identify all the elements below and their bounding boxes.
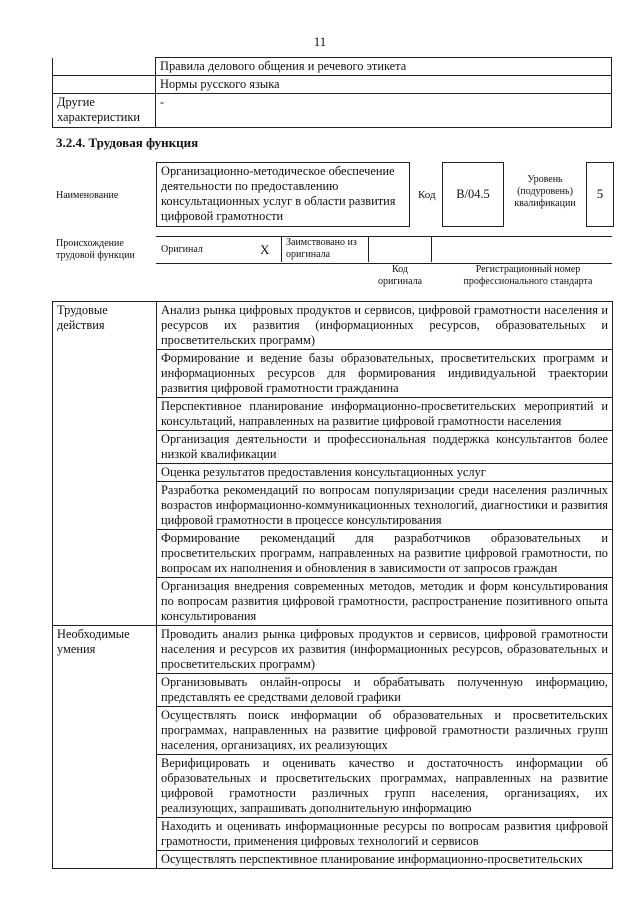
labor-action-item: Перспективное планирование информационно-просветительских мероприятий и консультаций, направленных на развитие цифровой грамотности населения — [157, 398, 613, 431]
labor-action-item: Организация деятельности и профессиональная поддержка консультантов более низкой квалификации — [157, 431, 613, 464]
row-label: Другие характеристики — [53, 94, 156, 128]
function-name-box — [156, 162, 410, 227]
original-mark: X — [260, 242, 270, 257]
labor-actions-label: Трудовые действия — [53, 302, 157, 626]
code-original-label: Код оригинала — [377, 264, 423, 287]
row-value: Нормы русского языка — [156, 76, 612, 94]
origin-divider — [431, 236, 432, 262]
code-box — [442, 162, 504, 227]
table-row — [53, 58, 612, 76]
name-label: Наименование — [56, 190, 119, 201]
skills-label: Необходимые умения — [53, 626, 157, 869]
skill-item: Находить и оценивать информационные ресурсы по вопросам развития цифровой грамотности, применения цифровых технологий и сервисов — [157, 818, 613, 851]
table-row — [53, 94, 612, 128]
labor-action-item: Формирование и ведение базы образовательных, просветительских программ и информационных ресурсов для формирования индивидуальной траектории развития цифровой грамотности гражданина — [157, 350, 613, 398]
labor-action-item: Оценка результатов предоставления консультационных услуг — [157, 464, 613, 482]
original-label: Оригинал — [161, 244, 203, 255]
row-label — [53, 58, 156, 76]
level-label: Уровень (подуровень) квалификации — [514, 174, 576, 209]
top-characteristics-table — [52, 57, 612, 128]
labor-action-item: Разработка рекомендаций по вопросам популяризации среди населения различных возрастов информационно-коммуникационных технологий, диагностики и развития цифровой грамотности в процессе консультирования — [157, 482, 613, 530]
origin-divider — [281, 236, 282, 262]
reg-number-label: Регистрационный номер профессионального стандарта — [463, 264, 593, 287]
labor-action-item: Организация внедрения современных методов, методик и форм консультирования по вопросам развития цифровой грамотности, распространение позитивного опыта консультирования — [157, 578, 613, 626]
code-label: Код — [418, 189, 436, 201]
skill-item: Осуществлять перспективное планирование информационно-просветительских — [157, 851, 613, 869]
table-row — [53, 626, 613, 674]
skill-item: Организовывать онлайн-опросы и обрабатывать полученную информацию, представлять ее средствами деловой графики — [157, 674, 613, 707]
labor-action-item: Формирование рекомендаций для разработчиков образовательных и просветительских программ, направленных на развитие цифровой грамотности, по вопросам их наполнения и обновления в зависимости от запросов граждан — [157, 530, 613, 578]
borrowed-label: Заимствовано из оригинала — [286, 237, 357, 260]
skill-item: Осуществлять поиск информации об образовательных и просветительских программах, направленных на развитие цифровой грамотности различных групп населения, организациях, их реализующих — [157, 707, 613, 755]
function-name-value: Организационно-методическое обеспечение деятельности по предоставлению консультационных услуг в области развития цифровой грамотности — [161, 164, 396, 223]
origin-row — [156, 236, 612, 264]
labor-action-item: Анализ рынка цифровых продуктов и сервисов, цифровой грамотности населения и ресурсов их развития (информационных ресурсов, образовательных и просветительских программ) — [157, 302, 613, 350]
row-value: - — [156, 94, 612, 128]
level-value: 5 — [596, 186, 604, 201]
table-row — [53, 76, 612, 94]
skill-item: Верифицировать и оценивать качество и достаточность информации об образовательных и просветительских программах, направленных на развитие цифровой грамотности различных групп населения, организациях, их реализующих, запрашивать дополнительную информацию — [157, 755, 613, 818]
level-box — [586, 162, 614, 227]
function-details-table — [52, 301, 613, 869]
row-label — [53, 76, 156, 94]
section-title: 3.2.4. Трудовая функция — [56, 135, 199, 150]
page-number: 11 — [313, 34, 327, 49]
origin-divider — [368, 236, 369, 262]
code-value: B/04.5 — [456, 187, 490, 201]
row-value: Правила делового общения и речевого этикета — [156, 58, 612, 76]
skill-item: Проводить анализ рынка цифровых продуктов и сервисов, цифровой грамотности населения и ресурсов их развития (информационных ресурсов, образовательных и просветительских программ) — [157, 626, 613, 674]
table-row — [53, 302, 613, 350]
origin-label: Происхождение трудовой функции — [56, 238, 135, 261]
